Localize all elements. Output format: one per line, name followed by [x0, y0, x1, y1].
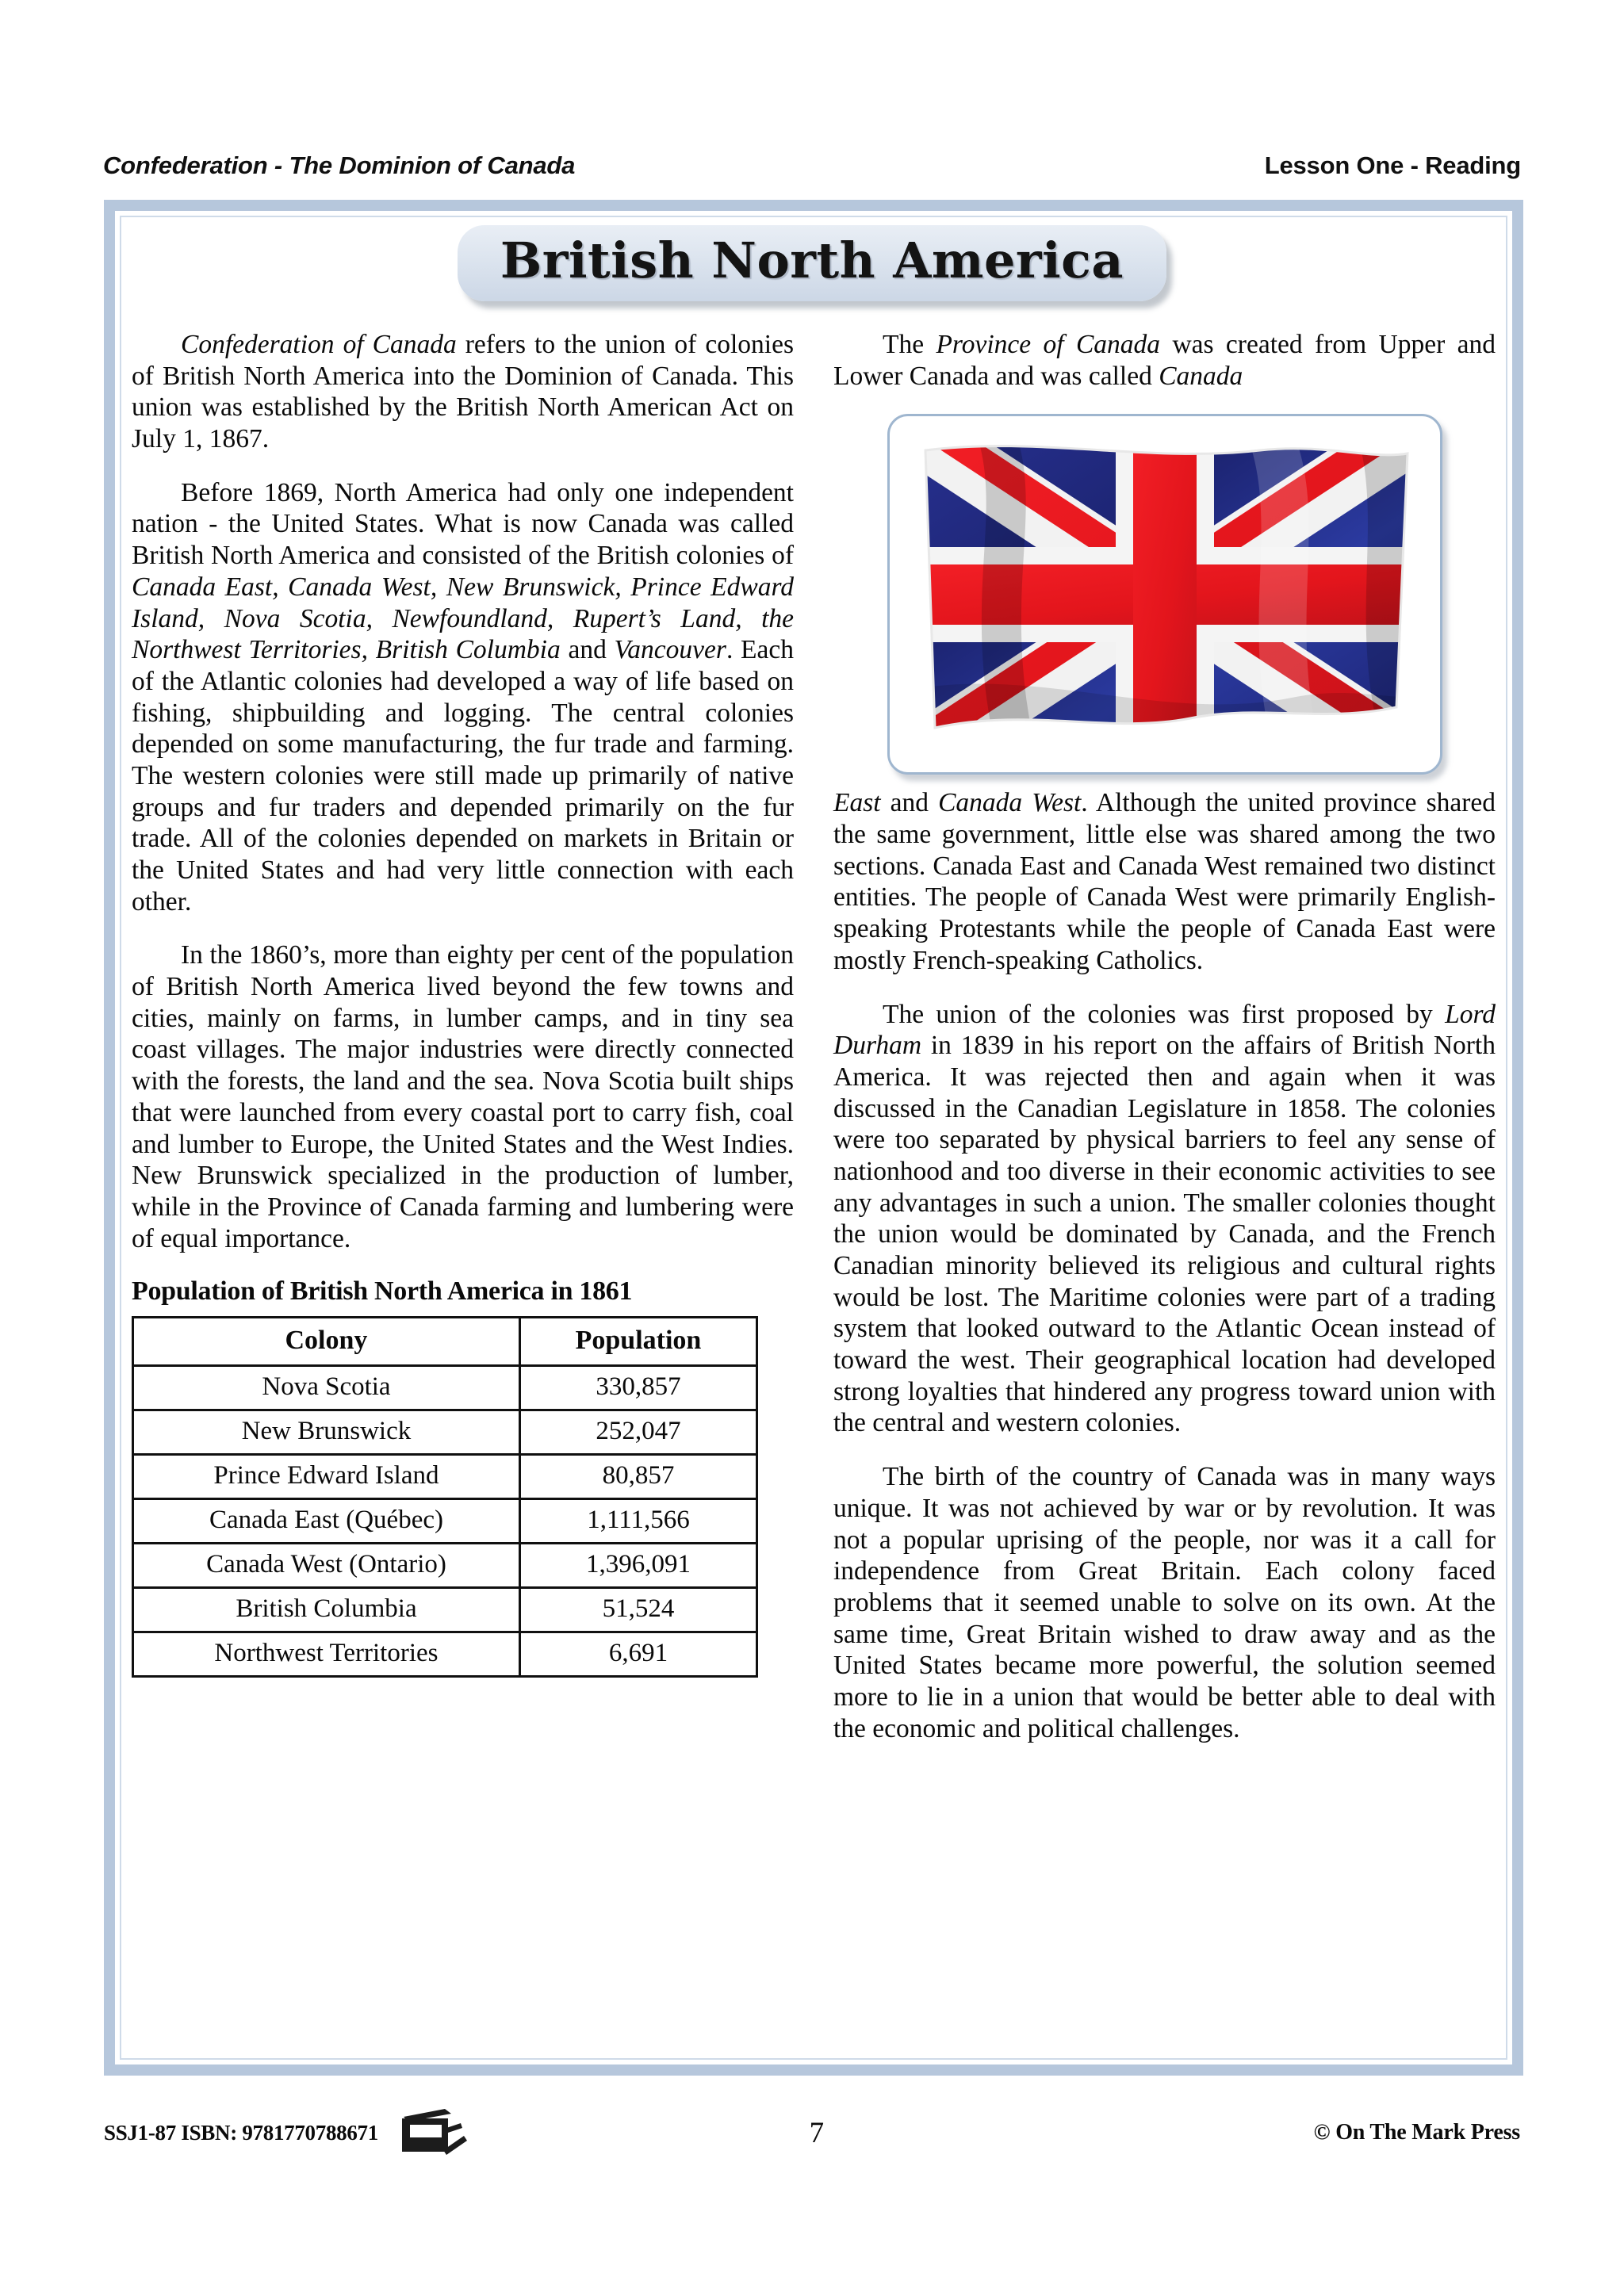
- paragraph-left-1: Confederation of Canada refers to the union of colonies of British North America into the Dominion of Canada. This union was established by the British North American Act on July 1, 1867.: [132, 330, 794, 454]
- paragraph-right-1: East and Canada West. Although the united province shared the same government, little else was shared among the two sections. Canada East and Canada West remained two distinct entities. The people of Canada West were primarily English-speaking Protestants while the people of Canada East were mostly French-speaking Catholics.: [833, 788, 1496, 975]
- running-head: [103, 145, 1521, 186]
- population-table: [132, 1316, 758, 1678]
- table-cell-population: 1,396,091: [519, 1544, 756, 1588]
- paragraph-right-3: The birth of the country of Canada was in many ways unique. It was not achieved by war or by revolution. It was not a popular uprising of the people, nor was it a call for independence from Great Britain. Each colony faced problems that it seemed unable to solve on its own. At the same time, Great Britain wished to draw away and as the United States became more powerful, the solution seemed more to lie in a union that would be better able to deal with the economic and political challenges.: [833, 1462, 1496, 1743]
- table-cell-colony: Nova Scotia: [133, 1366, 520, 1410]
- paragraph-left-3: In the 1860’s, more than eighty per cent of the population of British North America lived beyond the few towns and cities, mainly on farms, in lumber camps, and in tiny sea coast villages. The major industries were directly connected with the forests, the land and the sea. Nova Scotia built ships that were launched from every coastal port to carry fish, coal and lumber to Europe, the United States and the West Indies. New Brunswick specialized in the production of lumber, while in the Province of Canada farming and lumbering were of equal importance.: [132, 940, 794, 1253]
- footer-isbn: SSJ1-87 ISBN: 9781770788671: [104, 2120, 378, 2145]
- table-cell-population: 51,524: [519, 1588, 756, 1632]
- page-title: British North America: [500, 232, 1124, 289]
- table-header-colony: Colony: [133, 1318, 520, 1366]
- table-cell-colony: New Brunswick: [133, 1410, 520, 1455]
- table-header-population: Population: [519, 1318, 756, 1366]
- paragraph-left-2: Before 1869, North America had only one independent nation - the United States. What is now Canada was called British North America and consisted of the British colonies of Canada East, Canada West, New Brunswick, Prince Edward Island, Nova Scotia, Newfoundland, Rupert’s Land, the Northwest Territories, British Columbia and Vancouver. Each of the Atlantic colonies had developed a way of life based on fishing, shipbuilding and logging. The central colonies depended on some manufacturing, the fur trade and farming. The western colonies were still made up primarily of native groups and fur traders and depended primarily on the fur trade. All of the colonies depended on markets in Britain or the United States and had very little connection with each other.: [132, 477, 794, 916]
- table-row: [133, 1455, 757, 1499]
- table-row: [133, 1544, 757, 1588]
- table-cell-population: 80,857: [519, 1455, 756, 1499]
- table-cell-population: 1,111,566: [519, 1499, 756, 1544]
- paragraph-right-intro: The Province of Canada was created from Upper and Lower Canada and was called Canada: [833, 330, 1496, 391]
- table-cell-population: 252,047: [519, 1410, 756, 1455]
- page-footer: [104, 2109, 1520, 2156]
- left-column: [132, 329, 794, 1766]
- table-cell-population: 6,691: [519, 1632, 756, 1677]
- page-number: 7: [809, 2116, 825, 2149]
- table-cell-colony: Canada West (Ontario): [133, 1544, 520, 1588]
- population-table-body: [133, 1366, 757, 1677]
- paragraph-right-2: The union of the colonies was first proposed by Lord Durham in 1839 in his report on the affairs of British North America. It was rejected then and again when it was discussed in the Canadian Legislature in 1858. The colonies were too separated by physical barriers to feel any sense of nationhood and too diverse in their economic activities to see any advantages in such a union. The smaller colonies thought the union would be dominated by Canada, and the French Canadian minority believed its religious and cultural rights would be lost. The Maritime colonies were part of a trading system that looked outward to the Atlantic Ocean instead of toward the west. Their geographical location had developed strong loyalties that hindered any progress toward union with the central and western colonies.: [833, 999, 1496, 1438]
- table-row: [133, 1499, 757, 1544]
- page-title-banner: [0, 225, 1624, 301]
- union-jack-flag-figure: [887, 414, 1442, 775]
- table-cell-colony: British Columbia: [133, 1588, 520, 1632]
- running-head-left: Confederation - The Dominion of Canada: [103, 151, 576, 179]
- table-row: [133, 1632, 757, 1677]
- paper-cutter-logo-icon: [399, 2107, 470, 2159]
- table-caption: Population of British North America in 1861: [132, 1276, 633, 1307]
- table-row: [133, 1410, 757, 1455]
- table-row: [133, 1588, 757, 1632]
- table-cell-colony: Prince Edward Island: [133, 1455, 520, 1499]
- table-cell-colony: Canada East (Québec): [133, 1499, 520, 1544]
- table-header-row: [133, 1318, 757, 1366]
- table-row: [133, 1366, 757, 1410]
- union-jack-flag-icon: [911, 428, 1419, 761]
- article-body: [132, 329, 1496, 1766]
- running-head-right: Lesson One - Reading: [1264, 151, 1521, 179]
- right-column: [833, 329, 1496, 1766]
- title-pill: [458, 225, 1166, 301]
- paper-cutter-glyph: [399, 2107, 467, 2158]
- table-cell-colony: Northwest Territories: [133, 1632, 520, 1677]
- footer-copyright: © On The Mark Press: [1313, 2120, 1520, 2145]
- table-cell-population: 330,857: [519, 1366, 756, 1410]
